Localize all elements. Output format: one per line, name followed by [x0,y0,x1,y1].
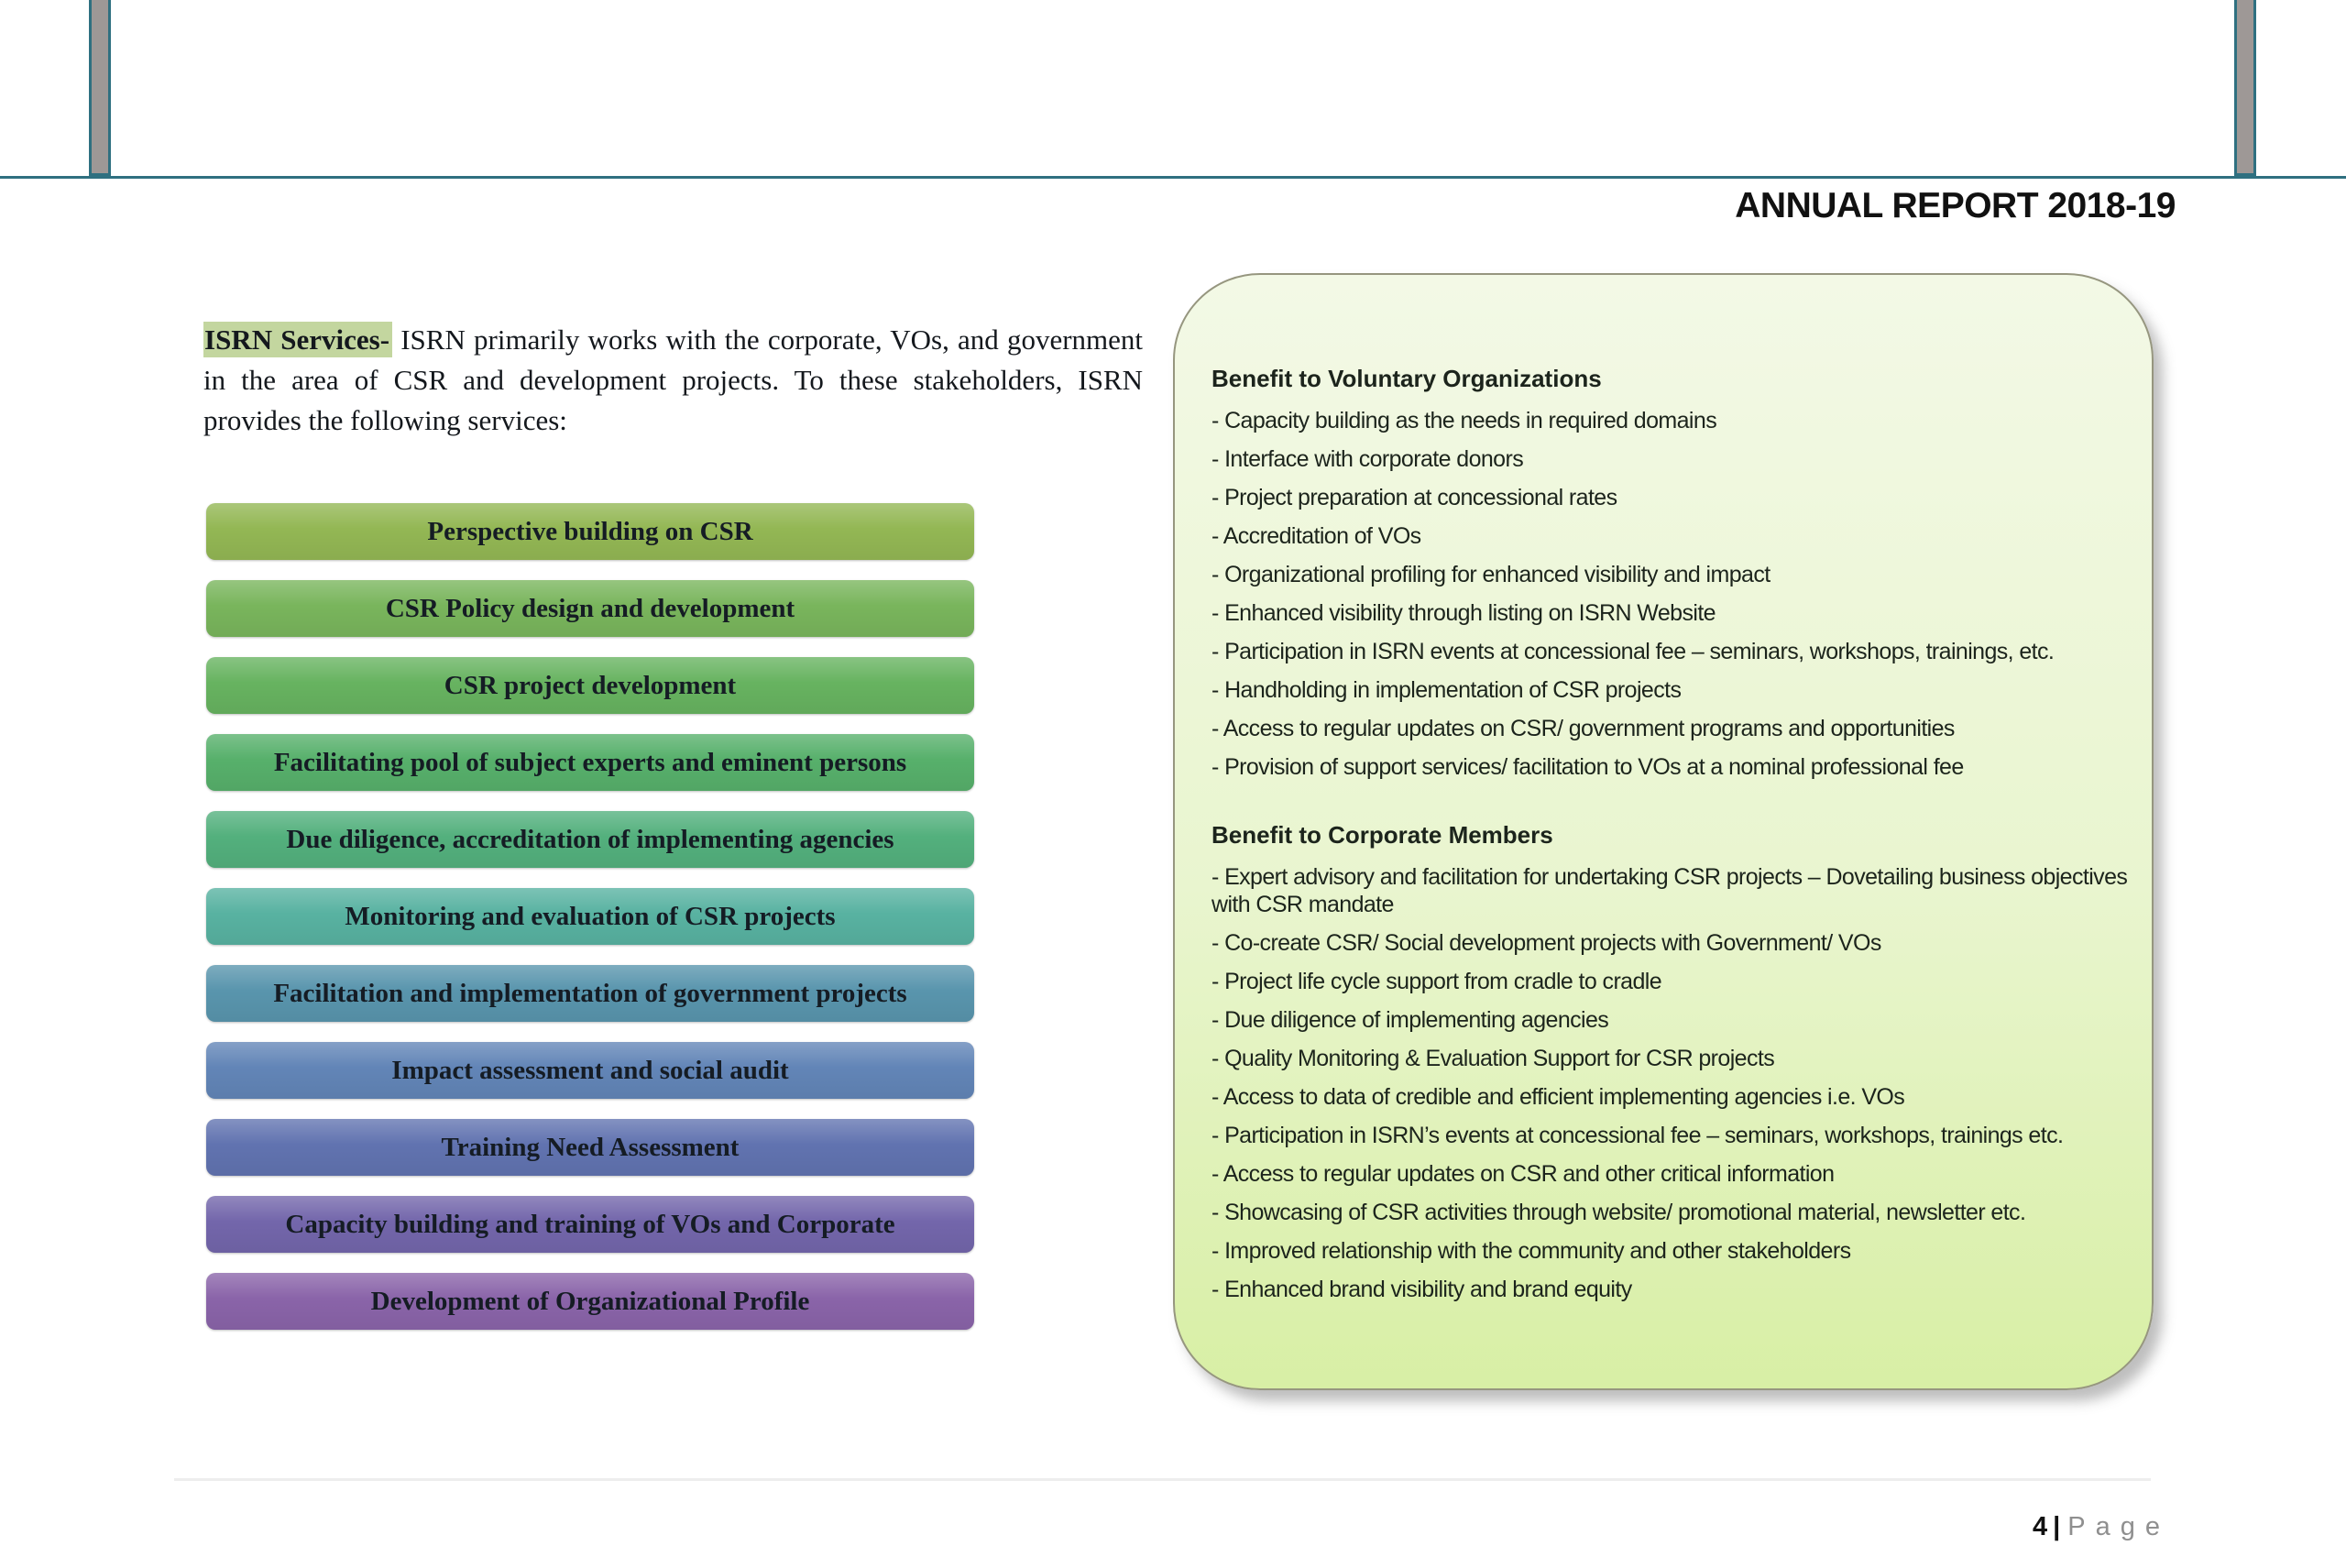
service-bar [206,580,974,637]
header-corner-bar-left [89,0,111,176]
service-bar [206,1273,974,1330]
service-bar-label: Capacity building and training of VOs and Corporate [285,1209,895,1239]
footer-page-indicator [2033,1512,2170,1542]
intro-body-text: ISRN primarily works with the corporate, VOs, and government in the area of CSR and development projects. To these stakeholders, ISRN provides the following services: [203,323,1144,436]
benefit-item: - Access to data of credible and efficient implementing agencies i.e. VOs [1211,1084,1905,1110]
benefit-items-corporate [1211,863,2135,1303]
benefit-item: - Enhanced visibility through listing on ISRN Website [1211,600,1716,626]
benefits-box [1173,273,2154,1390]
service-bar [206,657,974,714]
benefit-heading-corporate: Benefit to Corporate Members [1211,821,1553,849]
benefit-item: - Project preparation at concessional rates [1211,485,1617,510]
benefit-heading-voluntary: Benefit to Voluntary Organizations [1211,365,1602,392]
service-bar-label: CSR project development [444,670,737,700]
footer-divider: | [2053,1512,2061,1541]
benefit-item: - Participation in ISRN events at concessional fee – seminars, workshops, trainings, etc. [1211,639,2055,664]
service-bar [206,1119,974,1176]
service-bar [206,1196,974,1253]
service-bar-label: Training Need Assessment [441,1132,740,1162]
service-bar-label: Impact assessment and social audit [391,1055,789,1085]
service-bar [206,965,974,1022]
benefit-section-voluntary [1211,365,2135,781]
service-bar [206,503,974,560]
services-list [206,503,974,1330]
service-bar [206,734,974,791]
benefit-item: - Handholding in implementation of CSR projects [1211,677,1682,703]
benefit-item: - Participation in ISRN’s events at concessional fee – seminars, workshops, trainings etc. [1211,1123,2064,1148]
benefit-item: - Interface with corporate donors [1211,446,1524,472]
benefit-item: - Showcasing of CSR activities through website/ promotional material, newsletter etc. [1211,1200,2026,1225]
intro-paragraph [203,320,1143,441]
service-bar-label: Development of Organizational Profile [370,1286,810,1316]
benefit-item: - Accreditation of VOs [1211,523,1421,549]
service-bar [206,1042,974,1099]
service-bar [206,811,974,868]
benefit-item: - Project life cycle support from cradle to cradle [1211,969,1662,994]
header-rule [0,176,2346,179]
service-bar [206,888,974,945]
benefit-item: - Access to regular updates on CSR/ government programs and opportunities [1211,716,1955,741]
report-title: ANNUAL REPORT 2018-19 [1735,186,2176,225]
benefit-item: - Improved relationship with the community and other stakeholders [1211,1238,1851,1264]
intro-highlight: ISRN Services- [203,322,392,357]
benefit-item: - Provision of support services/ facilitation to VOs at a nominal professional fee [1211,754,1964,780]
service-bar-label: CSR Policy design and development [385,593,795,623]
benefit-item: - Organizational profiling for enhanced visibility and impact [1211,562,1770,587]
benefit-items-voluntary [1211,407,2135,781]
service-bar-label: Facilitating pool of subject experts and eminent persons [273,747,907,777]
benefit-item: - Expert advisory and facilitation for undertaking CSR projects – Dovetailing business objectives with CSR mandate [1211,864,2128,917]
service-bar-label: Facilitation and implementation of government projects [273,978,907,1008]
benefit-item: - Co-create CSR/ Social development projects with Government/ VOs [1211,930,1881,956]
benefit-item: - Enhanced brand visibility and brand equity [1211,1277,1632,1302]
benefit-section-corporate [1211,821,2135,1303]
service-bar-label: Monitoring and evaluation of CSR projects [345,901,836,931]
header-corner-bar-right [2234,0,2256,176]
footer-rule [174,1478,2151,1481]
footer-page-word: Page [2067,1512,2170,1541]
benefit-item: - Capacity building as the needs in required domains [1211,408,1717,433]
service-bar-label: Perspective building on CSR [427,516,753,546]
service-bar-label: Due diligence, accreditation of implementing agencies [286,824,894,854]
benefit-item: - Due diligence of implementing agencies [1211,1007,1609,1033]
footer-page-number: 4 [2033,1512,2048,1541]
benefit-item: - Quality Monitoring & Evaluation Support for CSR projects [1211,1046,1775,1071]
benefit-item: - Access to regular updates on CSR and other critical information [1211,1161,1835,1187]
